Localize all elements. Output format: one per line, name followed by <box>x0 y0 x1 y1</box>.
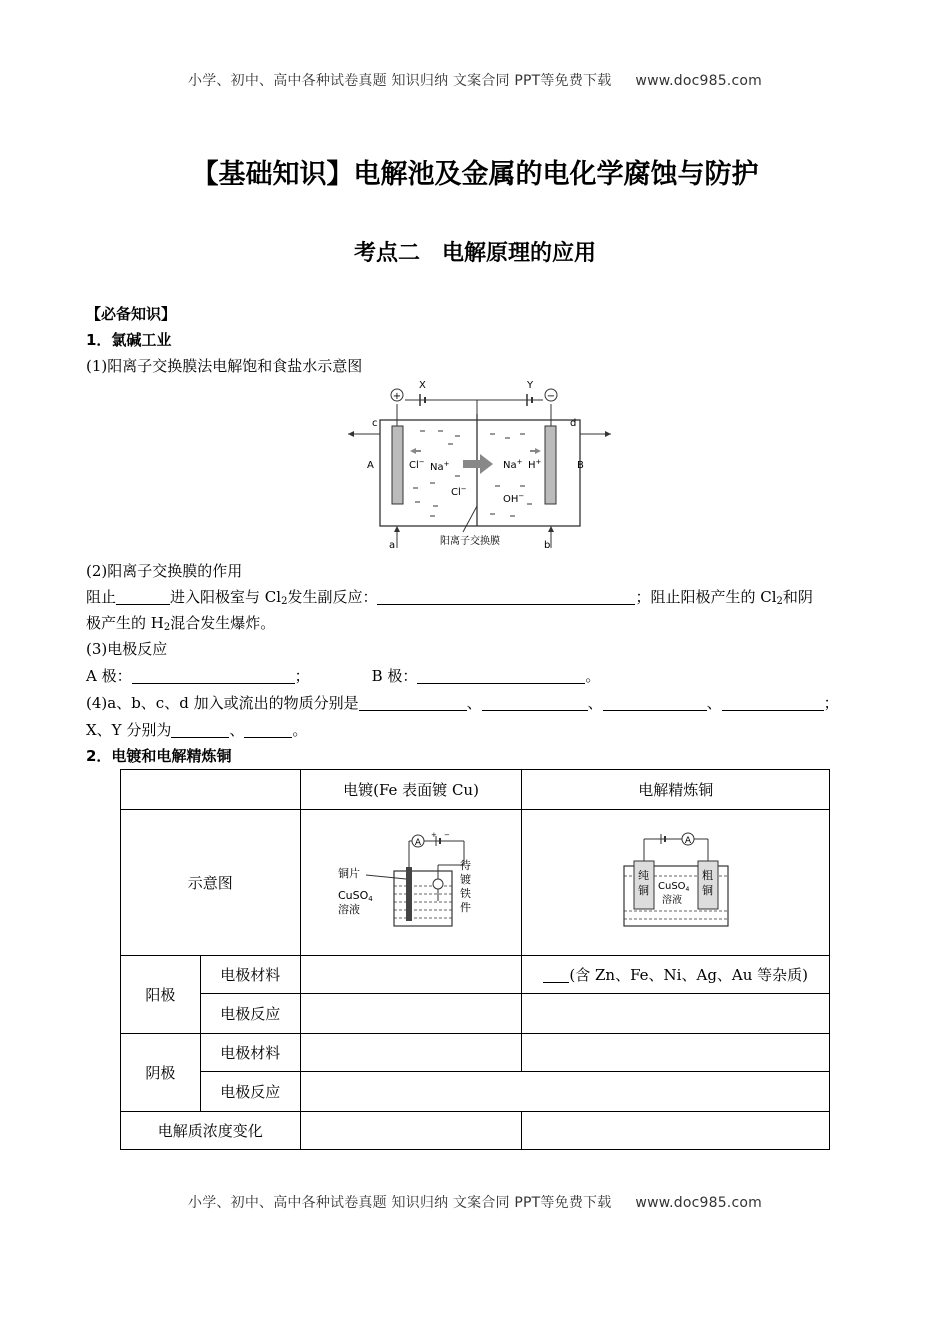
section1-heading: 1．氯碱工业 <box>86 331 172 349</box>
label-a: a <box>389 540 396 551</box>
blank-1[interactable] <box>116 589 170 605</box>
membrane-pointer <box>463 506 477 532</box>
plus-sign: + <box>392 391 402 402</box>
table-row-anode-material <box>121 956 830 994</box>
header-empty-cell <box>121 770 301 810</box>
blank-d-substance[interactable] <box>722 695 824 711</box>
label-electrode-a: A <box>367 460 374 471</box>
cation-flow-arrow <box>463 454 493 474</box>
table-row-anode-reaction <box>121 994 830 1034</box>
anode-plating-reaction[interactable] <box>300 994 522 1034</box>
cathode-refining-material[interactable] <box>522 1034 830 1072</box>
label-b: b <box>544 540 551 551</box>
row-cathode-label: 阴极 <box>121 1034 201 1112</box>
section1-p2: (2)阳离子交换膜的作用 <box>86 562 243 580</box>
blank-b-substance[interactable] <box>482 695 588 711</box>
refining-solution-label: 溶液 <box>661 894 682 906</box>
cathode-reaction-cell[interactable] <box>300 1072 829 1112</box>
plated-char-1: 待 <box>460 858 472 872</box>
anode-refining-material: (含 Zn、Fe、Ni、Ag、Au 等杂质) <box>522 956 830 994</box>
page-header <box>0 70 950 90</box>
refining-diagram <box>522 831 829 935</box>
refining-ammeter-label: A <box>684 835 691 846</box>
cuso4-label: CuSO4 <box>338 888 373 903</box>
anode-material-label: 电极材料 <box>200 956 300 994</box>
table-row-concentration <box>121 1112 830 1150</box>
plating-svg <box>336 831 486 931</box>
cathode-material-label: 电极材料 <box>200 1034 300 1072</box>
plating-diagram-cell <box>300 810 522 956</box>
plating-liquid <box>394 886 452 918</box>
minus-sign: − <box>546 391 556 402</box>
table-row-diagram <box>121 810 830 956</box>
concentration-label: 电解质浓度变化 <box>121 1112 301 1150</box>
label-x: X <box>419 380 426 391</box>
small-arrow-right <box>530 448 541 454</box>
row-anode-label: 阳极 <box>121 956 201 1034</box>
document-title: 【基础知识】电解池及金属的电化学腐蚀与防护 <box>191 159 759 190</box>
outlet-d-arrow <box>605 431 611 437</box>
refining-svg <box>616 831 736 931</box>
ion-h: H+ <box>528 458 542 471</box>
table-header-row <box>121 770 830 810</box>
crude-char-1: 粗 <box>701 868 713 882</box>
label-d: d <box>570 418 577 429</box>
section2-heading: 2．电镀和电解精炼铜 <box>86 747 232 765</box>
ion-cl-lower: Cl− <box>451 485 467 498</box>
outlet-c-arrow <box>348 431 354 437</box>
plating-diagram <box>301 831 522 935</box>
ion-na-right: Na+ <box>503 458 523 471</box>
pure-char-2: 铜 <box>637 883 649 897</box>
anode-refining-reaction[interactable] <box>522 994 830 1034</box>
plating-beaker <box>394 871 452 926</box>
table-row-cathode-reaction <box>121 1072 830 1112</box>
plating-minus: − <box>444 830 450 839</box>
label-y: Y <box>527 380 534 391</box>
anode-reaction-label: 电极反应 <box>200 994 300 1034</box>
refining-cuso4-label: CuSO$_4$ <box>657 880 690 893</box>
copper-pointer <box>366 875 406 879</box>
crude-char-2: 铜 <box>701 883 713 897</box>
blank-y[interactable] <box>244 722 292 738</box>
electrode-a <box>392 426 403 504</box>
blank-c-substance[interactable] <box>603 695 707 711</box>
concentration-refining[interactable] <box>522 1112 830 1150</box>
ion-oh: OH− <box>503 492 525 505</box>
ammeter-label: A <box>414 837 422 848</box>
page-footer <box>0 1192 950 1212</box>
section1-p3: (3)电极反应 <box>86 640 168 658</box>
blank-2[interactable] <box>377 589 635 605</box>
section1-p1: (1)阳离子交换膜法电解饱和食盐水示意图 <box>86 357 363 375</box>
membrane-label: 阳离子交换膜 <box>440 536 500 547</box>
refining-diagram-cell <box>522 810 830 956</box>
cathode-reaction-label: 电极反应 <box>200 1072 300 1112</box>
copper-sheet-label: 铜片 <box>338 866 361 880</box>
iron-part-icon <box>433 879 443 889</box>
row-diagram-label: 示意图 <box>121 810 301 956</box>
small-arrow-left <box>410 448 421 454</box>
blank-b-pole[interactable] <box>417 668 585 684</box>
header-text: 小学、初中、高中各种试卷真题 知识归纳 文案合同 PPT等免费下载 <box>188 73 612 89</box>
chlor-alkali-svg <box>345 376 615 552</box>
footer-text: 小学、初中、高中各种试卷真题 知识归纳 文案合同 PPT等免费下载 <box>188 1195 612 1211</box>
table-row-cathode-material <box>121 1034 830 1072</box>
section1-p3a: A 极： ； B 极： 。 <box>86 667 601 685</box>
plated-char-2: 镀 <box>460 872 472 886</box>
document-subtitle: 考点二 电解原理的应用 <box>353 241 596 266</box>
ion-na-left: Na+ <box>430 460 450 473</box>
comparison-table <box>120 769 830 1150</box>
pure-char-1: 纯 <box>637 868 649 882</box>
header-refining: 电解精炼铜 <box>522 770 830 810</box>
chlor-alkali-diagram <box>345 376 615 556</box>
anode-plating-material[interactable] <box>300 956 522 994</box>
section-label: 【必备知识】 <box>86 305 177 323</box>
concentration-plating[interactable] <box>300 1112 522 1150</box>
blank-a-substance[interactable] <box>359 695 467 711</box>
plated-char-3: 铁 <box>460 886 472 900</box>
blank-x[interactable] <box>171 722 229 738</box>
section1-p2a: 阻止 进入阳极室与 $Cl_2$发生副反应： ；阻止阳极产生的 $Cl_2$和阴 <box>86 588 813 607</box>
inlet-b-arrow <box>548 526 554 532</box>
footer-url[interactable]: www.doc985.com <box>635 1195 762 1211</box>
blank-anode-refining[interactable] <box>543 967 569 983</box>
solution-label: 溶液 <box>338 902 361 916</box>
plating-plus: + <box>431 830 437 839</box>
plated-char-4: 件 <box>460 900 472 914</box>
label-c: c <box>372 418 378 429</box>
section1-p4b: X、Y 分别为 、 。 <box>86 721 308 739</box>
inlet-a-arrow <box>394 526 400 532</box>
header-url[interactable]: www.doc985.com <box>635 73 762 89</box>
header-plating: 电镀(Fe 表面镀 Cu) <box>300 770 522 810</box>
ion-cl-left: Cl− <box>409 458 425 471</box>
cathode-plating-material[interactable] <box>300 1034 522 1072</box>
section1-p2b: 极产生的 $H_2$混合发生爆炸。 <box>86 614 276 633</box>
section1-p4: (4)a、b、c、d 加入或流出的物质分别是 、 、 、 ； <box>86 694 839 712</box>
copper-sheet-electrode <box>406 867 412 921</box>
blank-a-pole[interactable] <box>132 668 295 684</box>
label-electrode-b: B <box>577 460 584 471</box>
electrode-b <box>545 426 556 504</box>
